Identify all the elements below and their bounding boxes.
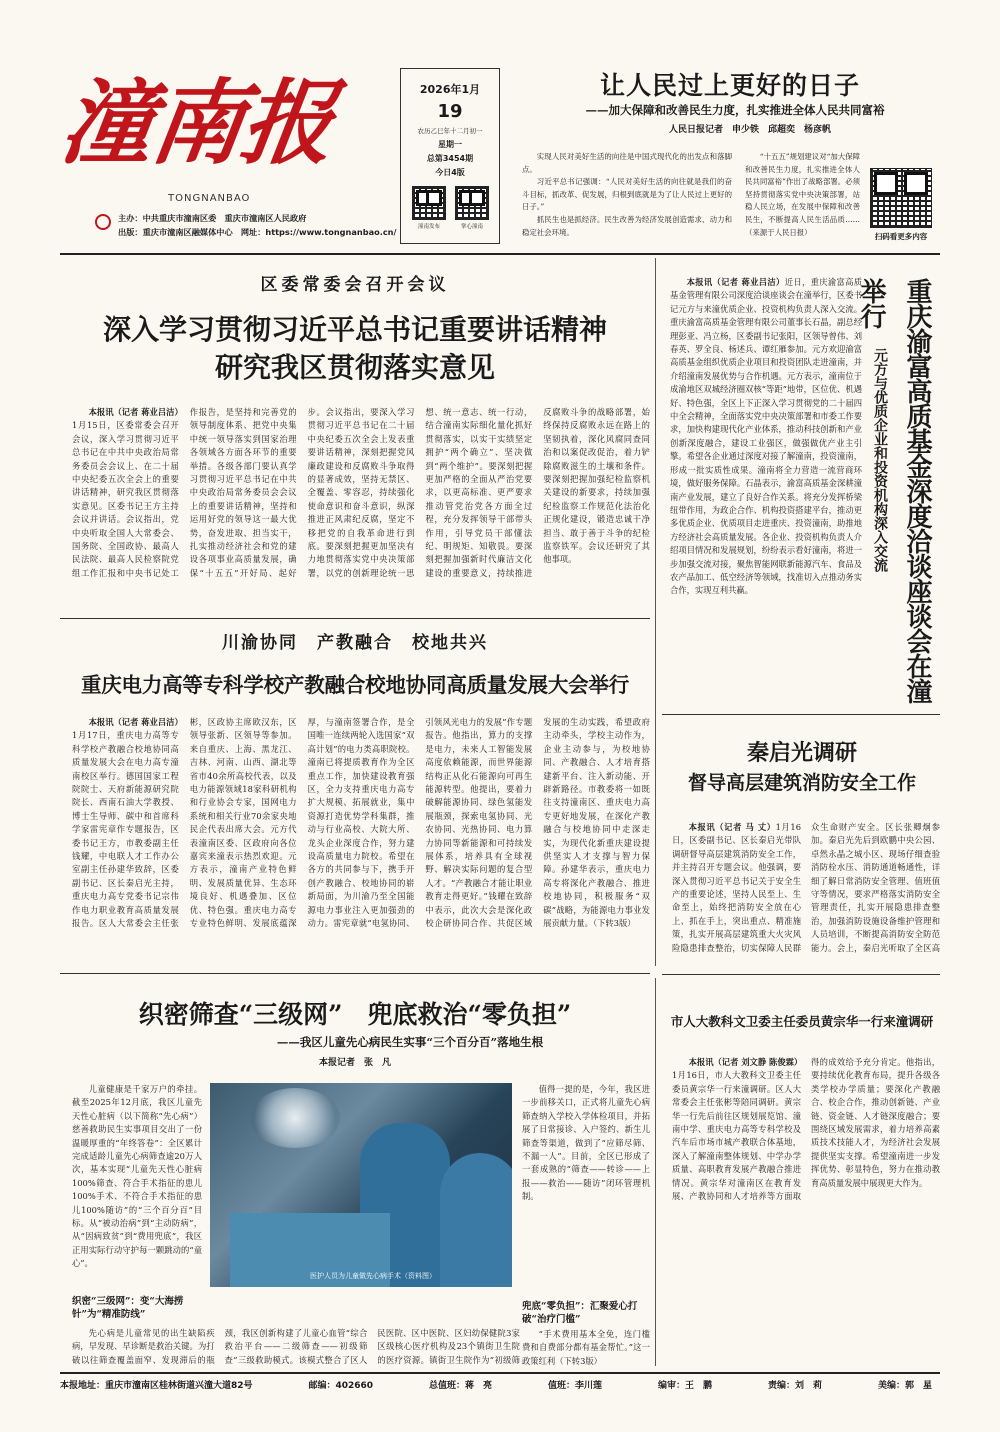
article6-col1: 儿童健康是千家万户的牵挂。截至2025年12月底，我区儿童先天性心脏病（以下简称“先心病”）慈善救助民生实事项目交出了一份温暖厚重的“年终答卷”：全区累计完成适龄儿童先心病筛查逾20万人次，基本实现“儿童先天性心脏病100%筛查、符合手术指征的患儿100%手术、不符合手术指征的患儿100%随访”的“三个百分百”目标。从“被动治病”到“主动防病”，从“因病致贫”到“费用兜底”，我区正用实际行动守护每一颗跳动的“童心”。 <box>72 1084 202 1269</box>
surgery-photo <box>210 1083 512 1287</box>
footer-art: 美编：郭 星 <box>877 1381 932 1391</box>
article3-title: 重庆渝富高质基金深度洽谈座谈会在潼举行 <box>856 278 932 703</box>
date-year-month: 2026年1月 <box>419 83 481 96</box>
article-committee-meeting <box>60 258 650 618</box>
article2-lead: 本报讯（记者 蒋业吕洁） <box>88 717 183 727</box>
date-day: 19 <box>437 101 463 122</box>
publisher-line: 出版：重庆市潼南区融媒体中心 网址：https://www.tongnanbao.cn/ <box>118 227 397 237</box>
article4-lead: 本报讯（记者 马 丈） <box>688 822 776 832</box>
article5-body: 本报讯（记者 刘文静 陈俊霖）1月16日，市人大教科文卫委主任委员黄宗华一行来潼调研。区人大常委会主任张彬等陪同调研。黄宗华一行先后前往区规划展览馆、潼南中学、重庆电力高等专科学校及汽车后市场市城产教联合体基地，深入了解潼南整体规划、中学办学质量、高职教育发展产教融合推进情况。黄宗华对潼南区在教育发展、产教协同和人才培养等方面取得的成效给予充分肯定。他指出，要持续优化教育布局，提升各级各类学校办学质量；要深化产教融合、校企合作，推动创新链、产业链、资金链、人才链深度融合；要围绕区域发展需求，着力培养高素质技术技能人才，为经济社会发展提供坚实支撑。希望潼南进一步发挥优势、彰显特色，努力在推动教育高质量发展中展现更大作为。 <box>672 1057 940 1202</box>
emblem-icon <box>95 214 111 230</box>
section-rule <box>662 714 940 715</box>
top-story-col2: “十五五”规划建议对“加大保障和改善民生力度，扎实推进全体人民共同富裕”作出了战略部署。必须坚持贯彻落实党中央决策部署，站稳人民立场，在发展中保障和改善民生，不断提高人民生活品质……（来源于人民日报） <box>745 152 860 237</box>
lunar-date: 农历乙巳年十二月初一 <box>417 127 483 135</box>
article3-lead: 本报讯（记者 蒋业吕洁） <box>686 277 785 287</box>
article5-title: 市人大教科文卫委主任委员黄宗华一行来潼调研 <box>670 1014 934 1029</box>
article5-lead: 本报讯（记者 刘文静 陈俊霖） <box>688 1057 803 1067</box>
article6-byline: 本报记者 张 凡 <box>318 1058 391 1068</box>
issue-number: 总第3454期 <box>426 154 474 163</box>
article2-title: 重庆电力高等专科学校产教融合校地协同高质量发展大会举行 <box>80 673 630 697</box>
article6-col3: 值得一提的是，今年，我区进一步前移关口，正式将儿童先心病筛查纳入学校入学体检项目，并拓展了日常接诊、入户签约、新生儿筛查等渠道，做到了“应筛尽筛、不漏一人”。目前，全区已形成了一套成熟的“筛查——转诊——上报——救治——随访”闭环管理机制。 <box>522 1084 650 1202</box>
article1-lead: 本报讯（记者 蒋业吕洁） <box>88 407 183 417</box>
article6-col3b: “手术费用基本全免，连门槛费和自费部分都有基金帮忙。”这一政策红利（下转3版） <box>522 1329 650 1366</box>
qr-code-icon[interactable] <box>412 186 446 220</box>
article6-subhead-2: 兜底“零负担”：汇聚爱心打破“治疗门槛” <box>522 1301 638 1325</box>
article-fire-safety <box>662 716 942 966</box>
column-divider <box>655 978 656 1366</box>
qr3-label: 扫码看更多内容 <box>874 232 928 241</box>
footer-rule <box>60 1372 940 1374</box>
photo-caption: 医护人员为儿童做先心病手术（资料图） <box>310 1272 436 1280</box>
logo-pinyin: TONGNANBAO <box>168 193 251 204</box>
section-rule <box>662 974 940 975</box>
top-story-subtitle: ——加大保障和改善民生力度，扎实推进全体人民共同富裕 <box>585 103 885 117</box>
article-yufu-fund <box>662 258 942 708</box>
article6-title: 织密筛查“三级网” 兜底救治“零负担” <box>138 1000 572 1029</box>
article1-title-2: 研究我区贯彻落实意见 <box>214 351 495 384</box>
masthead <box>0 0 1000 255</box>
article3-body: 本报讯（记者 蒋业吕洁）近日，重庆渝富高质基金管理有限公司深度洽谈座谈会在潼举行，区委书记元方与来潼优质企业、投资机构负责人深入交流。重庆渝富高质基金管理有限公司董事长石晶，副总经理彭亚、冯立杨，区委副书记张阳，区领导曾伟、刘春英、罗全良、杨述兵、谭红雁参加。元方欢迎渝富高质基金组织优质企业项目和投资团队走进潼南，并介绍潼南发展优势与合作机遇。元方表示，潼南位于成渝地区双城经济圈双核“等距”地带，区位优、机遇好、特色强，全区上下正深入学习贯彻党的二十届四中全会精神，全面落实党中央决策部署和市委工作要求，加快构建现代化产业体系，推动科技创新和产业创新深度融合，建设工业强区，做强做优产业主引擎。希望各企业通过深度对接了解潼南，投资潼南，形成一批实质性成果。潼南将全力营造一流营商环境，做好服务保障。石晶表示，渝富高质基金深耕潼南产业发展，建立了良好合作关系。将充分发挥桥梁纽带作用，为政企合作、机构投资搭建平台，推动更多优质企业、优质项目走进重庆、投资潼南，助推地方经济社会高质量发展。各企业、投资机构负责人介绍项目情况和发展规划，纷纷表示看好潼南，将进一步加强交流对接，聚焦智能网联新能源汽车、食品及农产品加工、低空经济等领域，找准切入点推动务实合作，实现互利共赢。 <box>670 277 862 596</box>
column-divider <box>655 258 656 966</box>
weekday: 星期一 <box>438 140 462 149</box>
footer-duty: 值班：李川莲 <box>548 1381 603 1391</box>
section-rule <box>60 973 650 974</box>
article2-kicker: 川渝协同 产教融合 校地共兴 <box>222 633 488 653</box>
footer-postcode: 邮编：402660 <box>308 1381 374 1391</box>
footer-responsible: 责编：刘 莉 <box>768 1381 823 1391</box>
top-story-col1: 实现人民对美好生活的向往是中国式现代化的出发点和落脚点。 习近平总书记强调：“人民对美好生活的向往就是我们的奋斗目标，抓改革、促发展，归根到底就是为了让人民过上更好的日子。” 抓民生也是抓经济。民生改善为经济发展创造需求、动力和稳定社会环境。 <box>522 152 732 237</box>
qr-code-icon[interactable] <box>870 168 932 228</box>
article3-subtitle: 元方与优质企业和投资机构深入交流 <box>872 348 888 572</box>
article-power-college <box>60 620 650 972</box>
masthead-rule <box>60 253 940 255</box>
newspaper-logo: 潼南报 <box>54 69 340 177</box>
surgeon-figure <box>440 1153 512 1287</box>
article2-body: 本报讯（记者 蒋业吕洁）1月17日，重庆电力高等专科学校产教融合校地协同高质量发展大会在电力高专潼南校区举行。德国国家工程院院士、天府新能源研究院院长、西南石油大学教授、博士生导师、碳中和首席科学家雷宪章作专题报告，区委书记王方，市教委副主任钱耀，中电联人才工作办公室副主任孙建华致辞，区委副书记、区长秦启光主持，重庆电力高专党委书记宗伟作电力职业教育高质量发展报告。区人大常委会主任张彬，区政协主席欧汉东，区领导张新、区领导等参加。来自重庆、上海、黑龙江、吉林、河南、山西、湖北等省市40余所高校代表，以及电力能源领域18家科研机构和行业协会专家，国网电力系统和相关行业70余家央地民企代表出席大会。元方代表潼南区委、区政府向各位嘉宾来潼表示热烈欢迎。元方表示，潼南产业特色鲜明、发展质量优异、生态环境良好、机遇叠加、区位优、特色强。重庆电力高专专业特色鲜明、发展底蕴深厚，与潼南签署合作，是全国唯一连续两轮入选国家“双高计划”的电力类高职院校。潼南已将提质教育作为全区重点工作，加快建设教育强区，全力支持重庆电力高专扩大规模、拓展就业，集中资源打造优势学科集群，推动与行业高校、大院大所、龙头企业深度合作，努力建设高质量电力院校。希望在各方的共同参与下，携手开创产教融合、校地协同的崭新局面，为川渝乃至全国能源电力事业注入更加强劲的动力。雷宪章就“电氢协同、引领风光电力的发展”作专题报告。他指出，算力的支撑是电力，未来人工智能发展高度依赖能源，而世界能源结构正从化石能源向可再生能源转型。他提出，要着力破解能源协同、绿色氢能发展瓶颈，探索电氢协同、光农协同、光热协同、电力算力协同等新能源和可持续发展体系，培养具有全球视野、解决实际问题的复合型人才。“产教融合才能让职业教育走得更好。”钱耀在致辞中表示，此次大会是深化政校企研协同合作、共促区域发展的生动实践，希望政府主动牵头，学校主动作为，企业主动参与，为校地协同、产教融合、人才培育搭建新平台、注入新动能、开辟新路径。市教委将一如既往支持潼南区、重庆电力高专更好地发展，在深化产教融合与校地协同中走深走实，为现代化新重庆建设提供坚实人才支撑与智力保障。孙建华表示，重庆电力高专将深化产教融合、推进校地协同，积极服务“双碳”战略，为能源电力事业发展贡献力量。（下转3版） <box>72 717 650 929</box>
footer <box>60 1378 940 1391</box>
article1-kicker: 区委常委会召开会议 <box>260 275 450 295</box>
footer-chief: 总值班：蒋 亮 <box>429 1381 493 1391</box>
page-count: 今日4版 <box>435 168 465 177</box>
article-npc-visit <box>662 978 942 1368</box>
surgical-lamp-icon <box>250 1088 340 1148</box>
article4-title-2: 督导高层建筑消防安全工作 <box>687 772 916 794</box>
article-heart-disease <box>60 975 650 1370</box>
footer-editor: 编审：王 鹏 <box>658 1381 713 1391</box>
footer-address: 本报地址：重庆市潼南区桂林街道兴潼大道82号 <box>60 1381 253 1391</box>
article4-body: 本报讯（记者 马 丈）1月16日，区委副书记、区长秦启光带队调研督导高层建筑消防安全工作，并主持召开专题会议。他强调，要深入贯彻习近平总书记关于安全生产的重要论述，坚持人民至上、生命至上，始终把消防安全放在心上、抓在手上，突出重点、精准施策，扎实开展高层建筑重大火灾风险隐患排查整治，切实保障人民群众生命财产安全。区长张卿炯参加。秦启光先后到欧鹏中央公园、卓然永晶之城小区、现场仔细查验消防栓水压、消防通道畅通性，详细了解日常消防安全管理、值班值守等情况，要求严格落实消防安全管理责任，扎实开展隐患排查整治，加强消防设施设备维护管理和人员培训，不断提高消防安全防范能力。会上，秦启光听取了全区高 <box>672 822 940 953</box>
article1-body: 本报讯（记者 蒋业吕洁）1月15日，区委常委会召开会议，深入学习贯彻习近平总书记在中共中央政治局常务委员会会议上、在二十届中央纪委五次全会上的重要讲话精神，研究我区贯彻落实意见。区委书记王方主持会议并讲话。会议指出，党中央听取全国人大常委会、国务院、全国政协、最高人民法院、最高人民检察院党组工作汇报和中央书记处工作报告，是坚持和完善党的领导制度体系、把党中央集中统一领导落实到国家治理各领域各方面各环节的重要举措。各级各部门要认真学习贯彻习近平总书记在中共中央政治局常务委员会会议上的重要讲话精神，坚持和运用好党的领导这一最大优势，奋发进取、担当实干，扎实推动经济社会和党的建设各项事业高质量发展，确保“十五五”开好局、起好步。会议指出，要深入学习贯彻习近平总书记在二十届中央纪委五次全会上发表重要讲话精神，深刻把握党风廉政建设和反腐败斗争取得的显著成效，坚持无禁区、全覆盖、零容忍，持续强化使命意识和奋斗意识，纵深推进正风肃纪反腐，坚定不移把党的自我革命进行到底。要深刻把握更加坚决有力地贯彻落实党中央决策部署，以党的创新理论统一思想、统一意志、统一行动，结合潼南实际细化量化抓好贯彻落实，以实干实绩坚定拥护“两个确立”、坚决做到“两个维护”。要深刻把握更加严格的全面从严治党要求，以更高标准、更严要求推动管党治党各方面全过程，充分发挥领导干部带头作用，引导党员干部懂法纪、明规矩、知敬畏。要深刻把握加强新时代廉洁文化建设的重要意义，持续推进反腐败斗争的战略部署，始终保持反腐败永远在路上的坚韧执着，深化风腐同查同治和以案促改促治，着力铲除腐败滋生的土壤和条件。要深刻把握加强纪检监察机关建设的新要求，持续加强纪检监察工作规范化法治化正规化建设，锻造忠诚干净担当、敢于善于斗争的纪检监察铁军。会议还研究了其他事项。 <box>72 407 650 578</box>
article4-title-1: 秦启光调研 <box>746 740 857 766</box>
top-story-byline: 人民日报记者 申少铁 邱超奕 杨彦帆 <box>668 125 831 135</box>
article6-subhead-1: 织密“三级网”：变“大海捞针”为“精准防线” <box>72 1296 184 1320</box>
qr2-label: 掌心潼南 <box>460 224 483 230</box>
qr-code-icon[interactable] <box>455 186 489 220</box>
top-story-title: 让人民过上更好的日子 <box>599 71 860 100</box>
article6-col1b: 先心病是儿童常见的出生缺陷疾病，早发现、早诊断是救治关键。为打破以往筛查覆盖面窄、发现滞后的瓶颈，我区创新构建了儿童心血管“综合救治平台——二级筛查——初级筛查”三级救助模式。该模式整合了区人民医院、区中医院、区妇幼保健院3家区级核心医疗机构及23个镇街卫生院的医疗资源。镇街卫生院作为“初级筛 <box>72 1328 520 1365</box>
article6-subtitle: ——我区儿童先心病民生实事“三个百分百”落地生根 <box>276 1035 544 1049</box>
section-rule <box>60 618 650 619</box>
article1-title-1: 深入学习贯彻习近平总书记重要讲话精神 <box>102 313 607 346</box>
sponsor-line: 主办：中共重庆市潼南区委 重庆市潼南区人民政府 <box>118 213 307 223</box>
qr1-label: 潼南发布 <box>417 224 440 230</box>
